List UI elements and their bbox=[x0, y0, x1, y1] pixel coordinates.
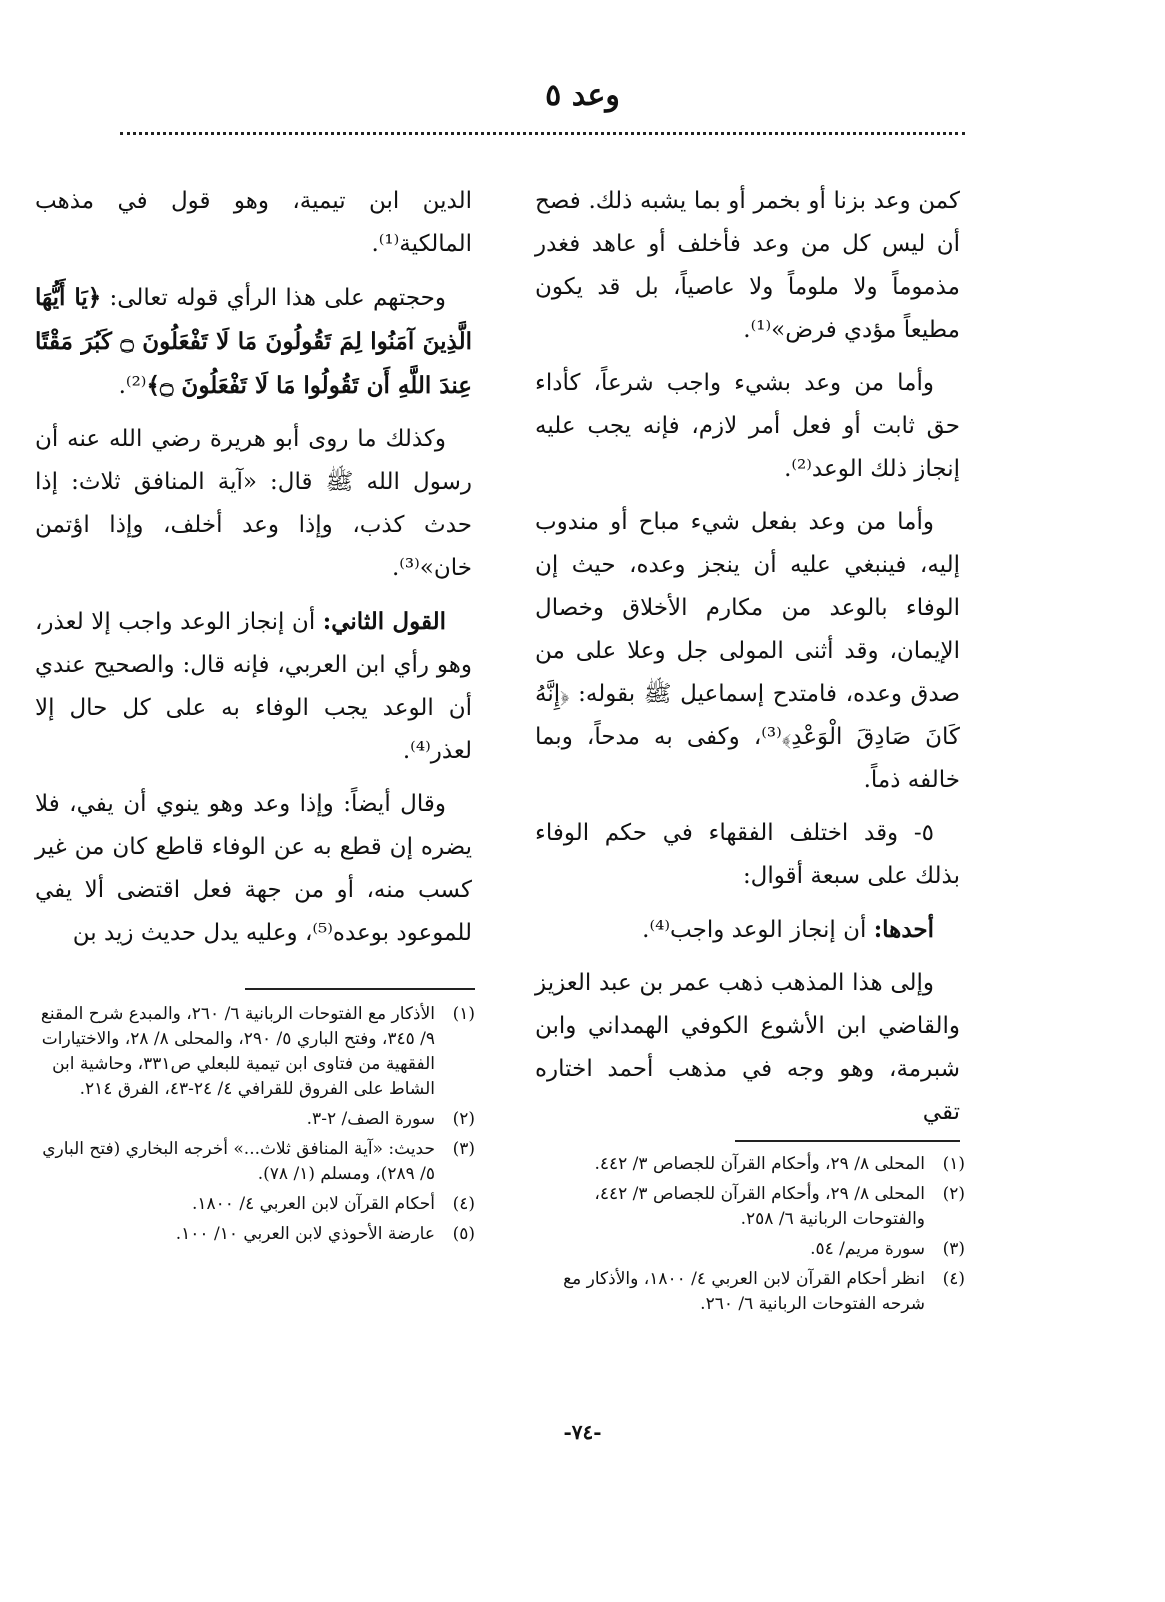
footnote-number: (٥) bbox=[452, 1224, 475, 1244]
paragraph: كمن وعد بزنا أو بخمر أو بما يشبه ذلك. فصح أن ليس كل من وعد فأخلف أو عاهد فغدر مذموماً ولا ملوماً ولا عاصياً، بل قد يكون مطيعاً مؤدي فرض»⁽¹⁾. bbox=[535, 188, 960, 343]
footnote-text: سورة الصف/ ٢-٣. bbox=[306, 1109, 435, 1129]
header-title: وعد ٥ bbox=[545, 78, 620, 113]
footnote-number: (٢) bbox=[452, 1109, 475, 1129]
footnote-text: المحلى ٨/ ٢٩، وأحكام القرآن للجصاص ٣/ ٤٤٢، والفتوحات الربانية ٦/ ٢٥٨. bbox=[594, 1184, 925, 1229]
paragraph bbox=[35, 600, 472, 773]
footnote-number: (٢) bbox=[942, 1184, 965, 1204]
paragraph: وأما من وعد بفعل شيء مباح أو مندوب إليه، فينبغي عليه أن ينجز وعده، حيث إن الوفاء بالوعد من مكارم الأخلاق وخصال الإيمان، وقد أثنى المولى جل وعلا على من صدق وعده، فامتدح إسماعيل ﷺ بقوله: ﴿إِنَّهُ كَانَ صَادِقَ الْوَعْدِ﴾⁽³⁾، وكفى به مدحاً، وبما خالفه ذماً. bbox=[535, 509, 961, 793]
footnote-number: (٤) bbox=[452, 1194, 475, 1214]
footnote-text: حديث: «آية المنافق ثلاث...» أخرجه البخاري (فتح الباري ٥/ ٢٨٩)، ومسلم (١/ ٧٨). bbox=[42, 1139, 435, 1184]
paragraph: الدين ابن تيمية، وهو قول في مذهب المالكية⁽¹⁾. bbox=[35, 188, 472, 257]
footnote-text: الأذكار مع الفتوحات الربانية ٦/ ٢٦٠، والمبدع شرح المقنع ٩/ ٣٤٥، وفتح الباري ٥/ ٢٩٠، والمحلى ٨/ ٢٨، والاختيارات الفقهية من فتاوى ابن تيمية للبعلي ص٣٣١، وحاشية ابن الشاط على الفروق للقرافي ٤/ ٢٤-٤٣، الفرق ٢١٤. bbox=[40, 1004, 435, 1099]
argument-intro: وحجتهم على هذا الرأي قوله تعالى: bbox=[101, 285, 446, 311]
footnote-item bbox=[35, 1222, 475, 1247]
right-column bbox=[535, 180, 960, 1144]
footnote-item bbox=[35, 1107, 475, 1132]
footnote-divider bbox=[245, 988, 475, 990]
paragraph: وإلى هذا المذهب ذهب عمر بن عبد العزيز والقاضي ابن الأشوع الكوفي الهمداني وابن شبرمة، وهو وجه في مذهب أحمد اختاره تقي bbox=[535, 970, 960, 1125]
footnote-item bbox=[35, 1137, 475, 1187]
page-number: -٧٤- bbox=[563, 1420, 602, 1444]
footnote-item bbox=[535, 1152, 965, 1177]
paragraph: وأما من وعد بشيء واجب شرعاً، كأداء حق ثابت أو فعل أمر لازم، فإنه يجب عليه إنجاز ذلك الوعد⁽²⁾. bbox=[535, 370, 960, 482]
paragraph: وكذلك ما روى أبو هريرة رضي الله عنه أن رسول الله ﷺ قال: «آية المنافق ثلاث: إذا حدث كذب، وإذا وعد أخلف، وإذا اؤتمن خان»⁽³⁾. bbox=[35, 426, 472, 581]
opinion-label: أحدها: bbox=[873, 916, 934, 943]
header-dotted-divider bbox=[120, 132, 965, 135]
footnote-text: المحلى ٨/ ٢٩، وأحكام القرآن للجصاص ٣/ ٤٤٢. bbox=[594, 1154, 925, 1174]
footnote-item bbox=[535, 1267, 965, 1317]
footnote-ref: ⁽²⁾. bbox=[118, 373, 147, 399]
footnote-number: (١) bbox=[452, 1004, 475, 1024]
footnote-number: (٣) bbox=[942, 1239, 965, 1259]
footnote-number: (٣) bbox=[452, 1139, 475, 1159]
page-header bbox=[0, 78, 1165, 113]
footnotes-left bbox=[35, 1002, 475, 1252]
opinion-label: القول الثاني: bbox=[322, 608, 446, 635]
footnote-item bbox=[535, 1237, 965, 1262]
footnote-number: (١) bbox=[942, 1154, 965, 1174]
footnote-item bbox=[35, 1192, 475, 1217]
footnote-text: عارضة الأحوذي لابن العربي ١٠/ ١٠٠. bbox=[175, 1224, 435, 1244]
footnote-text: انظر أحكام القرآن لابن العربي ٤/ ١٨٠٠، والأذكار مع شرحه الفتوحات الربانية ٦/ ٢٦٠. bbox=[563, 1269, 925, 1314]
footnotes-right bbox=[535, 1152, 965, 1322]
left-column bbox=[35, 180, 472, 965]
quran-verse: ﴿يَا أَيُّهَا الَّذِينَ آمَنُوا لِمَ تَقُولُونَ مَا لَا تَفْعَلُونَ ۝ كَبُرَ مَقْتًا عِندَ اللَّهِ أَن تَقُولُوا مَا لَا تَفْعَلُونَ ۝﴾ bbox=[35, 284, 472, 399]
paragraph bbox=[535, 908, 960, 952]
opinion-text: أن إنجاز الوعد واجب إلا لعذر، وهو رأي ابن العربي، فإنه قال: والصحيح عندي أن الوعد يجب الوفاء به على كل حال إلا لعذر⁽⁴⁾. bbox=[35, 609, 472, 764]
footnote-divider bbox=[735, 1140, 960, 1142]
paragraph: وقال أيضاً: وإذا وعد وهو ينوي أن يفي، فلا يضره إن قطع به عن الوفاء قاطع كان من غير كسب منه، أو من جهة فعل اقتضى ألا يفي للموعود بوعده⁽⁵⁾، وعليه يدل حديث زيد بن bbox=[35, 791, 472, 946]
opinion-text: أن إنجاز الوعد واجب⁽⁴⁾. bbox=[642, 917, 874, 943]
footnote-item bbox=[535, 1182, 965, 1232]
footnote-item bbox=[35, 1002, 475, 1102]
paragraph bbox=[35, 276, 472, 408]
footnote-text: سورة مريم/ ٥٤. bbox=[810, 1239, 925, 1259]
paragraph: ٥- وقد اختلف الفقهاء في حكم الوفاء بذلك على سبعة أقوال: bbox=[535, 820, 960, 889]
footnote-number: (٤) bbox=[942, 1269, 965, 1289]
footnote-text: أحكام القرآن لابن العربي ٤/ ١٨٠٠. bbox=[191, 1194, 435, 1214]
